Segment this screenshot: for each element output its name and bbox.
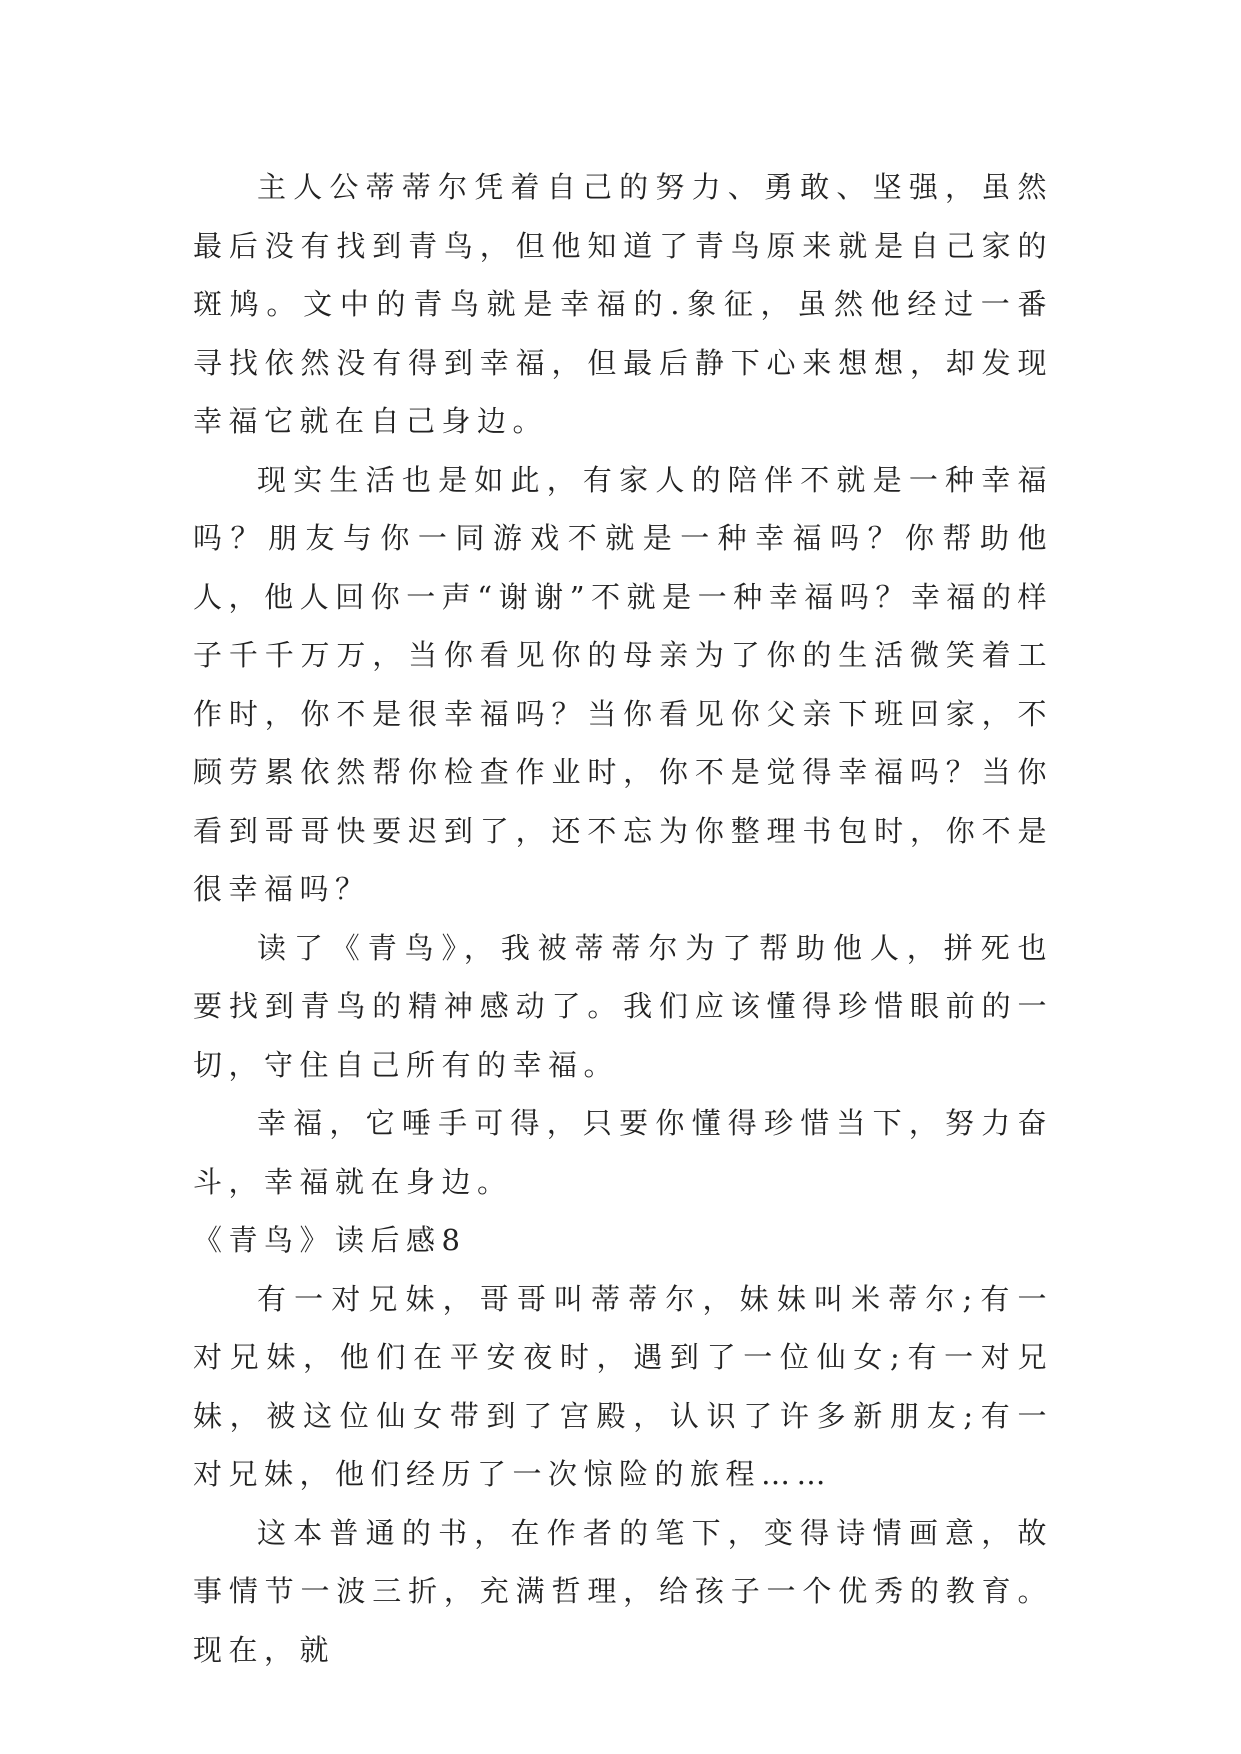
document-body xyxy=(193,158,1053,1679)
paragraph-5: 有一对兄妹，哥哥叫蒂蒂尔，妹妹叫米蒂尔;有一对兄妹，他们在平安夜时，遇到了一位仙女;有一对兄妹，被这位仙女带到了宫殿，认识了许多新朋友;有一对兄妹，他们经历了一次惊险的旅程…… xyxy=(193,1281,1053,1491)
paragraph-4: 幸福，它唾手可得，只要你懂得珍惜当下，努力奋斗，幸福就在身边。 xyxy=(193,1106,1053,1199)
paragraph-3: 读了《青鸟》，我被蒂蒂尔为了帮助他人，拼死也要找到青鸟的精神感动了。我们应该懂得珍惜眼前的一切，守住自己所有的幸福。 xyxy=(193,930,1053,1082)
paragraph-6: 这本普通的书，在作者的笔下，变得诗情画意，故事情节一波三折，充满哲理，给孩子一个优秀的教育。现在，就 xyxy=(193,1515,1053,1667)
section-heading: 《青鸟》读后感8 xyxy=(193,1223,467,1257)
paragraph-1: 主人公蒂蒂尔凭着自己的努力、勇敢、坚强，虽然最后没有找到青鸟，但他知道了青鸟原来就是自己家的斑鸠。文中的青鸟就是幸福的.象征，虽然他经过一番寻找依然没有得到幸福，但最后静下心来想想，却发现幸福它就在自己身边。 xyxy=(193,170,1053,438)
paragraph-2: 现实生活也是如此，有家人的陪伴不就是一种幸福吗？朋友与你一同游戏不就是一种幸福吗？你帮助他人，他人回你一声“谢谢”不就是一种幸福吗？幸福的样子千千万万，当你看见你的母亲为了你的生活微笑着工作时，你不是很幸福吗？当你看见你父亲下班回家，不顾劳累依然帮你检查作业时，你不是觉得幸福吗？当你看到哥哥快要迟到了，还不忘为你整理书包时，你不是很幸福吗？ xyxy=(193,462,1053,906)
